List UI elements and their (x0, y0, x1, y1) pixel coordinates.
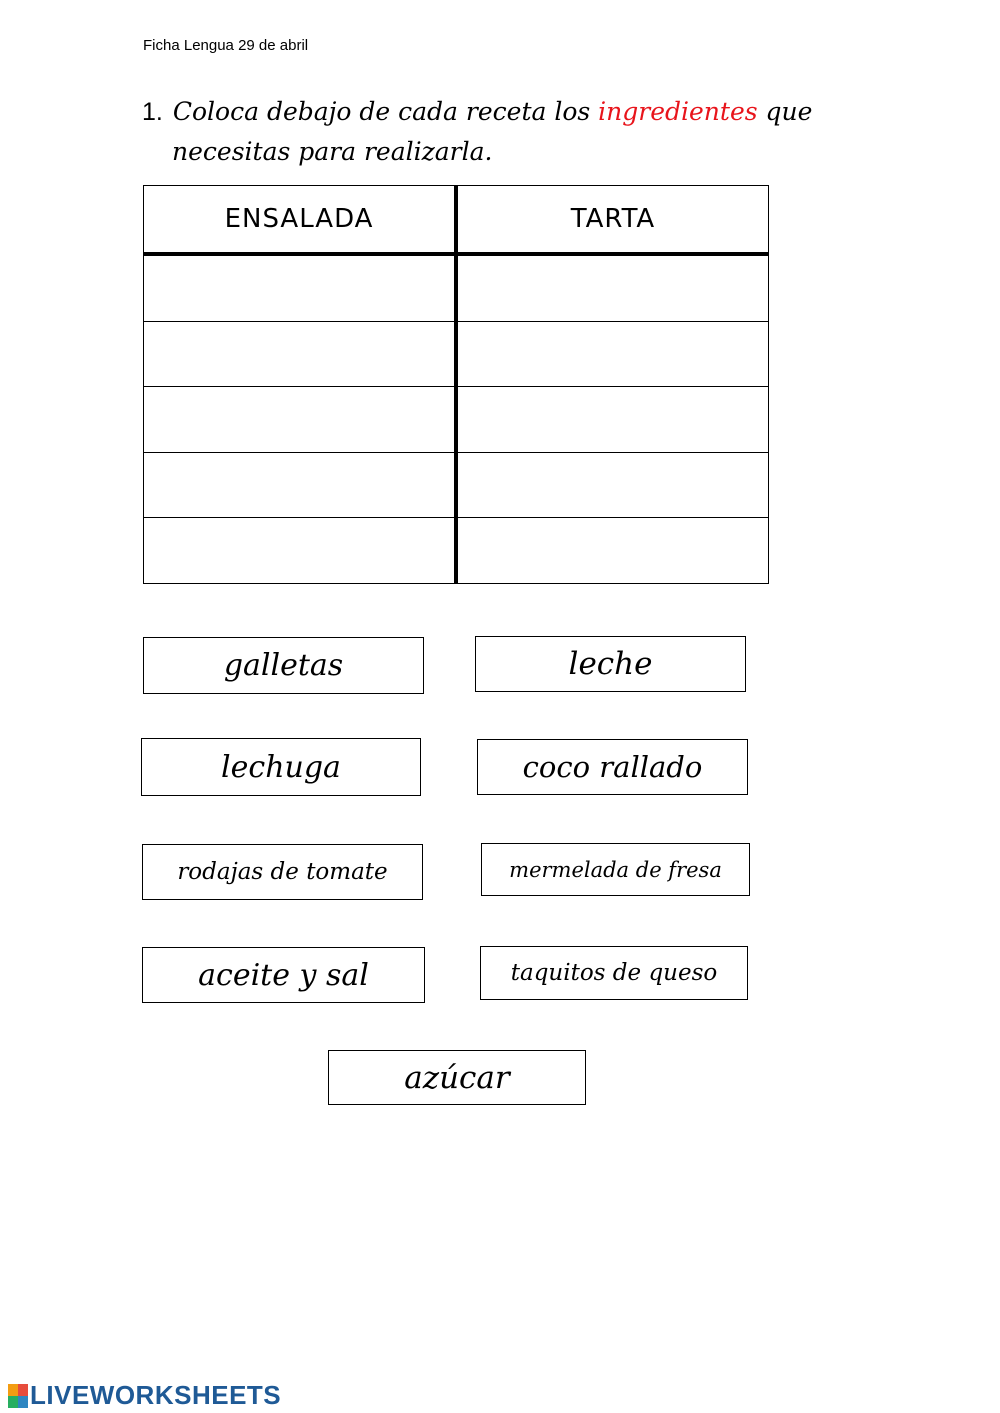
ingredient-card-galletas[interactable]: galletas (143, 637, 424, 694)
liveworksheets-brand: LIVEWORKSHEETS (30, 1380, 282, 1410)
drop-cell-ensalada-2[interactable] (144, 321, 457, 387)
table-row (144, 387, 769, 453)
table-row (144, 452, 769, 518)
liveworksheets-logo-icon (8, 1384, 28, 1408)
drop-cell-tarta-5[interactable] (456, 518, 769, 584)
table-row (144, 321, 769, 387)
ingredient-card-leche[interactable]: leche (475, 636, 746, 692)
ingredient-card-taquitos-de-queso[interactable]: taquitos de queso (480, 946, 748, 1000)
ingredient-card-lechuga[interactable]: lechuga (141, 738, 421, 796)
column-header-ensalada: ENSALADA (144, 186, 457, 255)
column-header-tarta: TARTA (456, 186, 769, 255)
drop-cell-tarta-3[interactable] (456, 387, 769, 453)
instruction-text (142, 92, 842, 172)
recipe-table (143, 185, 769, 584)
ingredient-card-mermelada-de-fresa[interactable]: mermelada de fresa (481, 843, 750, 896)
drop-cell-tarta-1[interactable] (456, 254, 769, 321)
drop-cell-ensalada-4[interactable] (144, 452, 457, 518)
drop-cell-ensalada-3[interactable] (144, 387, 457, 453)
instruction-text-before: Coloca debajo de cada receta los (172, 97, 599, 126)
ingredient-card-azucar[interactable]: azúcar (328, 1050, 586, 1105)
instruction-highlight: ingredientes (598, 97, 758, 126)
instruction-number: 1. (142, 98, 163, 126)
liveworksheets-watermark (8, 1380, 281, 1411)
table-row (144, 518, 769, 584)
ingredient-card-coco-rallado[interactable]: coco rallado (477, 739, 748, 795)
ingredient-card-rodajas-de-tomate[interactable]: rodajas de tomate (142, 844, 423, 900)
worksheet-header-note: Ficha Lengua 29 de abril (143, 37, 309, 54)
table-row (144, 254, 769, 321)
drop-cell-tarta-2[interactable] (456, 321, 769, 387)
instruction-text-after: que (757, 97, 813, 126)
drop-cell-tarta-4[interactable] (456, 452, 769, 518)
drop-cell-ensalada-5[interactable] (144, 518, 457, 584)
ingredient-card-aceite-y-sal[interactable]: aceite y sal (142, 947, 425, 1003)
drop-cell-ensalada-1[interactable] (144, 254, 457, 321)
instruction-line-2: necesitas para realizarla. (172, 137, 493, 166)
